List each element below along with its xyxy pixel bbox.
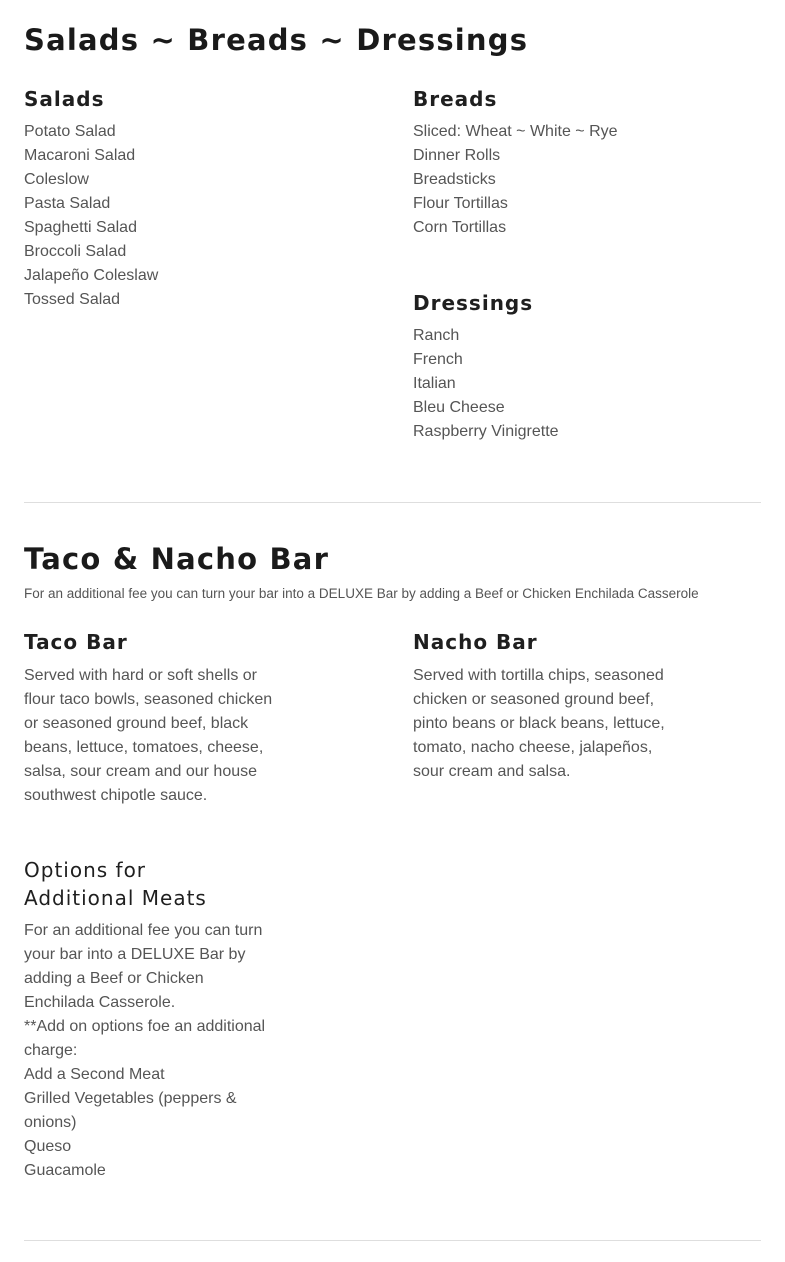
text-line: your bar into a DELUXE Bar by: [24, 946, 246, 963]
options-description: [24, 919, 324, 1183]
section-subtitle: For an additional fee you can turn your bar into a DELUXE Bar by adding a Beef or Chicken Enchilada Casserole: [24, 586, 699, 601]
nacho-bar-heading: Nacho Bar: [413, 630, 538, 654]
text-line: flour taco bowls, seasoned chicken: [24, 691, 273, 708]
taco-bar-description: [24, 664, 324, 808]
section-title-salads-breads-dressings: Salads ~ Breads ~ Dressings: [24, 23, 529, 57]
list-item: Corn Tortillas: [413, 219, 507, 236]
text-line: southwest chipotle sauce.: [24, 787, 208, 804]
dressings-heading: Dressings: [413, 291, 534, 315]
breads-list: [413, 120, 618, 240]
nacho-bar-description: [413, 664, 733, 784]
list-item: Spaghetti Salad: [24, 219, 137, 236]
list-item: Bleu Cheese: [413, 399, 505, 416]
list-item: Raspberry Vinigrette: [413, 423, 559, 440]
section-divider: [24, 502, 761, 503]
text-line: tomato, nacho cheese, jalapeños,: [413, 739, 653, 756]
text-line: beans, lettuce, tomatoes, cheese,: [24, 739, 264, 756]
options-heading: [24, 856, 207, 912]
text-line: Guacamole: [24, 1162, 106, 1179]
text-line: salsa, sour cream and our house: [24, 763, 258, 780]
text-line: or seasoned ground beef, black: [24, 715, 249, 732]
list-item: Macaroni Salad: [24, 147, 136, 164]
text-line: Grilled Vegetables (peppers &: [24, 1090, 237, 1107]
list-item: Tossed Salad: [24, 291, 121, 308]
list-item: Potato Salad: [24, 123, 116, 140]
text-line: Served with hard or soft shells or: [24, 667, 257, 684]
text-line: sour cream and salsa.: [413, 763, 571, 780]
text-line: onions): [24, 1114, 77, 1131]
list-item: French: [413, 351, 463, 368]
salads-heading: Salads: [24, 87, 105, 111]
text-line: **Add on options foe an additional: [24, 1018, 266, 1035]
list-item: Broccoli Salad: [24, 243, 127, 260]
list-item: Flour Tortillas: [413, 195, 508, 212]
options-heading-line: Options for: [24, 858, 147, 882]
list-item: Pasta Salad: [24, 195, 111, 212]
list-item: Jalapeño Coleslaw: [24, 267, 159, 284]
text-line: charge:: [24, 1042, 78, 1059]
text-line: adding a Beef or Chicken: [24, 970, 204, 987]
text-line: Add a Second Meat: [24, 1066, 165, 1083]
list-item: Coleslow: [24, 171, 89, 188]
list-item: Ranch: [413, 327, 460, 344]
list-item: Dinner Rolls: [413, 147, 501, 164]
list-item: Sliced: Wheat ~ White ~ Rye: [413, 123, 618, 140]
options-heading-line: Additional Meats: [24, 886, 207, 910]
taco-bar-heading: Taco Bar: [24, 630, 128, 654]
text-line: For an additional fee you can turn: [24, 922, 263, 939]
section-divider: [24, 1240, 761, 1241]
salads-list: [24, 120, 158, 312]
list-item: Breadsticks: [413, 171, 496, 188]
text-line: Enchilada Casserole.: [24, 994, 176, 1011]
text-line: chicken or seasoned ground beef,: [413, 691, 655, 708]
breads-heading: Breads: [413, 87, 498, 111]
list-item: Italian: [413, 375, 456, 392]
section-title-taco-nacho-bar: Taco & Nacho Bar: [24, 542, 330, 576]
text-line: pinto beans or black beans, lettuce,: [413, 715, 665, 732]
dressings-list: [413, 324, 559, 444]
text-line: Served with tortilla chips, seasoned: [413, 667, 664, 684]
text-line: Queso: [24, 1138, 72, 1155]
